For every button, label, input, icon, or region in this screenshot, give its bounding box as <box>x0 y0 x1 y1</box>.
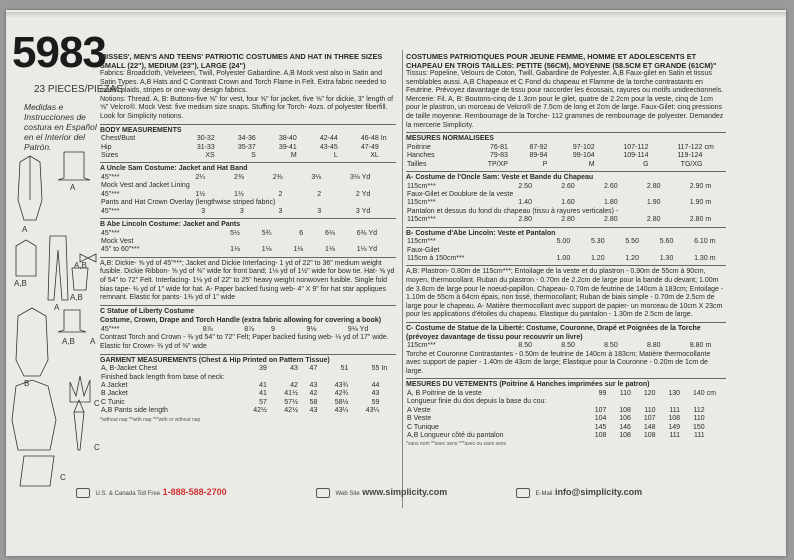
section-a-title: A Uncle Sam Costume: Jacket and Hat Band <box>100 165 248 173</box>
figure-label: C <box>60 473 66 482</box>
notions-text: Notions: Thread. A, B: Buttons-five ⅝" for vest, four ⅝" for jacket, five ⅝" for dickie, 3" length of ⅝" Velcro®. Mock Vest: five medium size snaps. Stuffing for Torch- 4ozs. of polyester fiberfill. Look for Simplicity notions. <box>100 95 394 120</box>
section-a-fr-table: 115cm*** 2.50 2.60 2.60 2.80 2.90 m Faux-Gilet et Doublure de la veste 115cm*** 1.40 1.60 1.80 1.90 1.90 m Pantalon et dessus du fond du chapeau (tissu à rayures verticales) - 115cm*** 2.80 2.80 2.80 2.80 2.80 m <box>407 182 712 224</box>
figure-label: A,B <box>74 261 87 270</box>
web-label: Web Site <box>335 491 360 497</box>
crown-drawing <box>70 376 90 402</box>
section-c-extra: Contrast Torch and Crown - ⅜ yd 54" to 72" Felt; Paper backed fusing web- ⅛ yd of 17" wide. Elastic for Crown- ⅜ yd of ⅜" wide <box>100 334 389 350</box>
section-b-table: 45"*** 5½ 5¾ 6 6⅛ 6⅜ Yd Mock Vest 45" to 60"*** 1⅛ 1⅛ 1⅛ 1⅛ 1⅛ Yd <box>101 229 377 254</box>
email-link[interactable]: info@simplicity.com <box>555 487 643 497</box>
section-c-subtitle: Costume, Crown, Drape and Torch Handle (extra fabric allowing for covering a book) <box>100 317 382 325</box>
figure-label: A <box>54 303 60 312</box>
figure-label: C <box>94 399 100 408</box>
long-jacket-drawing <box>16 308 48 376</box>
pieces-count: 23 PIECES/PIEZAS <box>34 84 123 95</box>
garment-table: A, B-Jacket Chest 39 43 47 51 55 In Finished back length from base of neck: A Jacket 41 42 43 43¾ 44 B Jacket 41 41½ 42 42¾ 43 C Tunic 57 57½ 58 58½ 59 A,B Pants side length 42½ 42½ 43 43¼ 43¼ <box>101 365 388 415</box>
garment-measurements-title: GARMENT MEASUREMENTS (Chest & Hip Printed on Pattern Tissue) <box>100 356 330 364</box>
envelope-fold <box>6 12 786 18</box>
spanish-note: Medidas e Instrucciones de costura en Español en el Interior del Patrón. <box>24 102 97 152</box>
section-c-fr-extra: Torche et Couronne Contrastantes - 0.50m de feutrine de 140cm à 183cm; Matière thermocollante avec support de papier - 1.40m de 43cm de large; Elastique pour la Couronne - 0.20m de 1cm de large. <box>406 350 711 375</box>
figure-label: A <box>90 337 96 346</box>
figure-label: A,B <box>70 293 83 302</box>
pattern-envelope-back <box>6 10 786 556</box>
section-c-title: C Statue of Liberty Costume <box>100 307 195 315</box>
plastron-text: A,B: Plastron- 0.80m de 115cm***; Entoilage de la veste et du plastron - 0.90m de 55cm à 90cm, moyen, thermocollant. Ruban du plastron - 0.70m de 2.2cm de large pour la bande du devant; 1.00m de 3.8cm de large pour le noeud-papillon. Chapeau- 0.70m de feutrine de 140cm à 183cm; Entoilage - 1.10m de 55cm à 64cm épais, non tissé, thermocollant; Ruban de biais simple - 0.70m de 2.5cm de large pour le chapeau. A- Matière thermocollant avec support de papier- un morceau de 10cm X 23cm pour les applications d'étoiles du chapeau. Elastique du pantalon - 1.30m de 2.5cm de large. <box>406 268 724 319</box>
section-a-table: 45"*** 2¼ 2⅜ 2⅜ 3⅛ 3⅛ Yd Mock Vest and Jacket Lining 45"*** 1½ 1½ 2 2 2 Yd Pants and Hat Crown Overlay (lengthwise striped fabric) 45"*** 3 3 3 3 3 Yd <box>101 173 371 215</box>
tollfree-block <box>76 487 227 498</box>
computer-icon <box>316 488 330 498</box>
figure-label: A,B <box>14 279 27 288</box>
hat-b-drawing <box>58 310 86 332</box>
section-c-fr-title: C- Costume de Statue de la Liberté: Costume, Couronne, Drapé et Poignées de la Torche (prévoyez davantage de tissu pour recouvrir un livre) <box>406 324 701 341</box>
jacket-drawing <box>18 156 42 220</box>
torch-drawing <box>74 400 84 450</box>
email-label: E-Mail <box>535 491 553 497</box>
english-title: MISSES', MEN'S AND TEENS' PATRIOTIC COSTUMES AND HAT IN THREE SIZES SMALL (22"), MEDIUM (23"), LARGE (24") <box>100 52 383 70</box>
english-footnote: *without nap **with nap ***with or without nap <box>100 416 201 423</box>
phone-icon <box>76 488 90 498</box>
pattern-number: 5983 <box>12 28 106 77</box>
section-b-fr-title: B- Costume d'Abe Lincoln: Veste et Pantalon <box>406 229 556 237</box>
dickie-drawing <box>72 268 88 290</box>
web-link[interactable]: www.simplicity.com <box>362 487 448 497</box>
french-title: COSTUMES PATRIOTIQUES POUR JEUNE FEMME, HOMME ET ADOLESCENTS ET CHAPEAU EN TROIS TAILLES: PETITE (56CM), MOYENNE (58.5CM ET GRANDE (61CM)" <box>406 52 717 70</box>
interfacing-text: A,B: Dickie- ⅝ yd of 45"***; Jacket and Dickie Interfacing- 1 yd of 22" to 36" medium weight fusible. Dickie Ribbon- ⅝ yd of ⅜" wide for front band; 1⅛ yd of 1½" wide for bow tie. Hat- ⅝ yd of 54" to 72" Felt. Interfacing- 1⅛ yd of 22" to 25" heavy weight nonwoven fusible. Single fold bias tape- ⅜ yd of 1" wide for hat. A- Paper backed fusing web- 4" X 9" for hat star appliques remnant. Elastic for pants- 1⅜ yd of 1" wide <box>100 259 395 302</box>
tunic-drawing <box>12 380 56 450</box>
mesures-vet-title: MESURES DU VETEMENTS (Poitrine & Hanches imprimées sur le patron) <box>406 381 650 389</box>
vetements-table: A, B Poitrine de la veste 99 110 120 130 140 cm Longueur finie du dos depuis la base du cou: A Veste 107 108 110 111 112 B Veste 104 106 107 108 110 C Tunique 145 146 148 149 150 A,B Longueur côté du pantalon 108 108 108 111 111 <box>407 389 716 439</box>
figure-label: C <box>94 443 100 452</box>
french-column <box>406 52 726 449</box>
web-block <box>316 487 447 498</box>
mercerie-text: Mercerie: Fil. A, B: Boutons-cinq de 1.3cm pour le gilet, quatre de 2.2cm pour la veste, cinq de 1cm pour le plastron, un morceau de Velcro® de 7.5cm de long et 2cm de large. Faux-Gilet: cinq pressions de taille moyenne. Rembourrage de la Torche- 112 grammes de rembourrage de polyester. Demandez la mercerie Simplicity. <box>406 95 724 129</box>
figure-label: B <box>24 379 30 388</box>
column-divider <box>402 50 403 508</box>
vest-drawing <box>16 240 36 276</box>
english-column <box>100 52 396 424</box>
fabrics-text: Fabrics: Broadcloth, Velveteen, Twill, Polyester Gabardine. A,B Mock vest also in Satin and Satin Types. A,B Hats and C Contrast Crown and Torch Flame in Felt. Extra fabric needed to match plaids, stripes or one-way design fabrics. <box>100 70 387 95</box>
phone-number: 1-888-588-2700 <box>162 487 227 497</box>
figure-label: A <box>70 183 76 192</box>
tollfree-label: U.S. & Canada Toll Free <box>95 491 161 497</box>
french-footnote: *sans nom **avec sens ***avec ou sans sens <box>406 441 507 448</box>
section-c-table: 45"*** 8⅞ 8⅞ 9 9⅛ 9⅛ Yd <box>101 325 369 333</box>
section-a-fr-title: A- Costume de l'Oncle Sam: Veste et Bande du Chapeau <box>406 173 594 181</box>
contact-strip <box>76 480 726 506</box>
top-hat-drawing <box>58 152 90 180</box>
figure-label: A <box>22 225 28 234</box>
section-b-title: B Abe Lincoln Costume: Jacket and Pants <box>100 221 241 228</box>
mesures-title: MESURES NORMALISEES <box>406 135 494 143</box>
drape-drawing <box>20 456 54 486</box>
envelope-icon <box>516 488 530 498</box>
figure-label: A,B <box>62 337 75 346</box>
email-block <box>516 487 642 498</box>
section-c-fr-table: 115cm*** 8.50 8.50 8.50 8.80 8.80 m <box>407 342 712 350</box>
technical-drawings <box>10 150 104 490</box>
body-measurements-table: Chest/Bust 30-32 34-36 38-40 42-44 46-48 In Hip 31-33 35-37 39-41 43-45 47-49 Sizes XS S M L XL <box>101 135 387 159</box>
body-measurements-title: BODY MEASUREMENTS <box>100 126 182 134</box>
tissus-text: Tissus: Popeline, Velours de Coton, Twill, Gabardine de Polyester. A,B Faux-gilet en Satin et tissus semblables aussi. A,B Chapeaux et C Fond du chapeau et Flamme de la torche contrastants en Feutrine. Prévoyez davantage de tissu pour raccorder les écossais, rayures ou motifs unidirectionnels. <box>406 70 724 95</box>
mesures-table: Poitrine 76-81 87-92 97-102 107-112 117-122 cm Hanches 79-83 89-94 99-104 109-114 119-124 Tailles TP/XP P M G TG/XG <box>407 143 714 168</box>
pants-drawing <box>48 236 68 300</box>
section-b-fr-table: 115cm*** 5.00 5.30 5.50 5.60 6.10 m Faux-Gilet 115cm à 150cm*** 1.00 1.20 1.20 1.30 1.30 m <box>407 238 716 262</box>
